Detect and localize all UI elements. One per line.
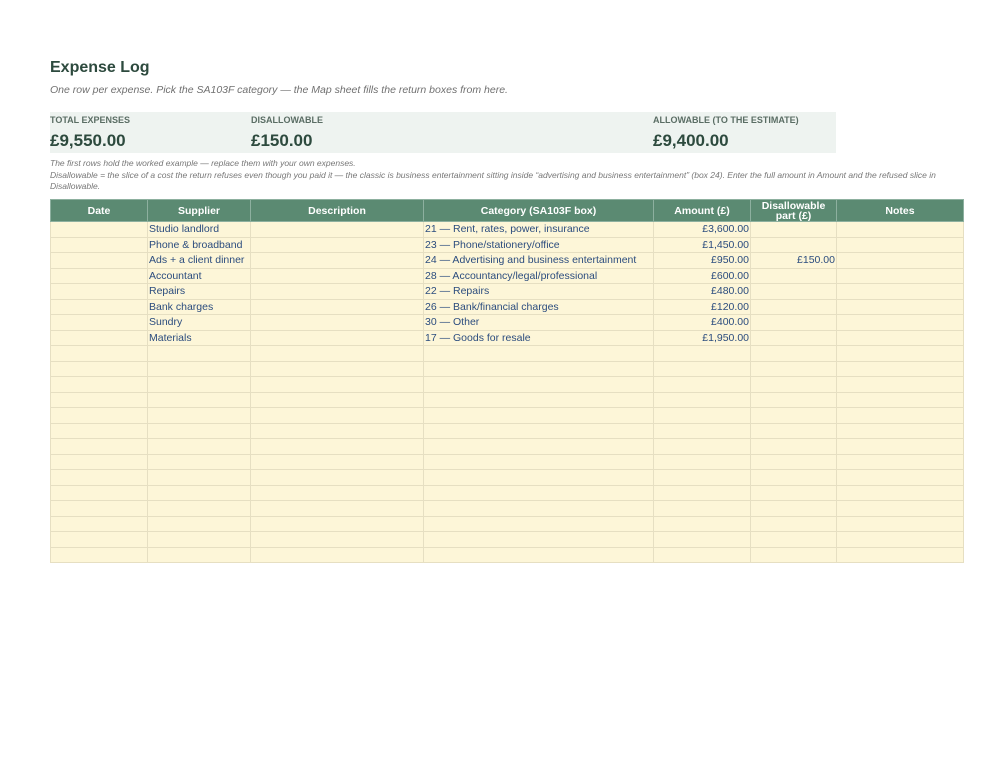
notes-cell[interactable] bbox=[837, 253, 964, 269]
table-row bbox=[51, 377, 964, 393]
supplier-cell[interactable] bbox=[148, 485, 251, 501]
notes-cell[interactable] bbox=[837, 284, 964, 300]
description-cell[interactable] bbox=[251, 470, 424, 486]
description-cell[interactable] bbox=[251, 330, 424, 346]
category-cell[interactable] bbox=[424, 392, 654, 408]
col-header-notes[interactable]: Notes bbox=[837, 200, 964, 222]
notes-cell[interactable] bbox=[837, 315, 964, 331]
amount-cell[interactable]: £950.00 bbox=[654, 253, 751, 269]
date-cell[interactable] bbox=[51, 253, 148, 269]
page-title: Expense Log bbox=[50, 59, 150, 76]
description-cell[interactable] bbox=[251, 547, 424, 563]
notes-cell[interactable] bbox=[837, 377, 964, 393]
date-cell[interactable] bbox=[51, 532, 148, 548]
supplier-cell[interactable] bbox=[148, 423, 251, 439]
amount-cell[interactable]: £600.00 bbox=[654, 268, 751, 284]
amount-cell[interactable]: £120.00 bbox=[654, 299, 751, 315]
amount-cell[interactable] bbox=[654, 439, 751, 455]
description-cell[interactable] bbox=[251, 346, 424, 362]
disallowable-cell[interactable] bbox=[751, 439, 837, 455]
supplier-cell[interactable] bbox=[148, 454, 251, 470]
date-cell[interactable] bbox=[51, 315, 148, 331]
col-header-description[interactable]: Description bbox=[251, 200, 424, 222]
category-cell[interactable]: 28 — Accountancy/legal/professional bbox=[424, 268, 654, 284]
table-row bbox=[51, 547, 964, 563]
disallowable-cell[interactable] bbox=[751, 547, 837, 563]
amount-cell[interactable] bbox=[654, 377, 751, 393]
disallowable-cell[interactable] bbox=[751, 284, 837, 300]
amount-cell[interactable] bbox=[654, 501, 751, 517]
notes-cell[interactable] bbox=[837, 346, 964, 362]
table-row bbox=[51, 299, 964, 315]
date-cell[interactable] bbox=[51, 485, 148, 501]
category-cell[interactable] bbox=[424, 470, 654, 486]
summary-band bbox=[50, 112, 836, 153]
description-cell[interactable] bbox=[251, 361, 424, 377]
description-cell[interactable] bbox=[251, 485, 424, 501]
table-row bbox=[51, 346, 964, 362]
disallowable-cell[interactable] bbox=[751, 315, 837, 331]
date-cell[interactable] bbox=[51, 470, 148, 486]
description-cell[interactable] bbox=[251, 315, 424, 331]
category-cell[interactable] bbox=[424, 361, 654, 377]
table-row bbox=[51, 253, 964, 269]
date-cell[interactable] bbox=[51, 222, 148, 238]
col-header-supplier[interactable]: Supplier bbox=[148, 200, 251, 222]
category-cell[interactable]: 24 — Advertising and business entertainment bbox=[424, 253, 654, 269]
disallowable-cell[interactable] bbox=[751, 423, 837, 439]
category-cell[interactable]: 21 — Rent, rates, power, insurance bbox=[424, 222, 654, 238]
notes-cell[interactable] bbox=[837, 299, 964, 315]
category-cell[interactable] bbox=[424, 547, 654, 563]
notes-cell[interactable] bbox=[837, 423, 964, 439]
supplier-cell[interactable] bbox=[148, 516, 251, 532]
notes-cell[interactable] bbox=[837, 470, 964, 486]
supplier-cell[interactable]: Accountant bbox=[148, 268, 251, 284]
amount-cell[interactable]: £480.00 bbox=[654, 284, 751, 300]
table-header-row bbox=[51, 200, 964, 222]
amount-cell[interactable] bbox=[654, 423, 751, 439]
disallowable-cell[interactable] bbox=[751, 222, 837, 238]
notes-cell[interactable] bbox=[837, 516, 964, 532]
date-cell[interactable] bbox=[51, 439, 148, 455]
table-row bbox=[51, 470, 964, 486]
table-row bbox=[51, 330, 964, 346]
col-header-amount[interactable]: Amount (£) bbox=[654, 200, 751, 222]
date-cell[interactable] bbox=[51, 392, 148, 408]
description-cell[interactable] bbox=[251, 284, 424, 300]
disallowable-value[interactable]: £150.00 bbox=[251, 131, 313, 150]
amount-cell[interactable] bbox=[654, 392, 751, 408]
date-cell[interactable] bbox=[51, 268, 148, 284]
disallowable-cell[interactable] bbox=[751, 237, 837, 253]
supplier-cell[interactable] bbox=[148, 547, 251, 563]
date-cell[interactable] bbox=[51, 501, 148, 517]
description-cell[interactable] bbox=[251, 299, 424, 315]
date-cell[interactable] bbox=[51, 237, 148, 253]
supplier-cell[interactable] bbox=[148, 408, 251, 424]
category-cell[interactable]: 30 — Other bbox=[424, 315, 654, 331]
category-cell[interactable]: 22 — Repairs bbox=[424, 284, 654, 300]
amount-cell[interactable] bbox=[654, 454, 751, 470]
table-row bbox=[51, 284, 964, 300]
example-note: The first rows hold the worked example — replace them with your own expenses. bbox=[50, 158, 356, 168]
disallowable-cell[interactable] bbox=[751, 532, 837, 548]
table-row bbox=[51, 439, 964, 455]
notes-cell[interactable] bbox=[837, 485, 964, 501]
supplier-cell[interactable] bbox=[148, 361, 251, 377]
category-cell[interactable] bbox=[424, 408, 654, 424]
category-cell[interactable] bbox=[424, 485, 654, 501]
table-row bbox=[51, 532, 964, 548]
category-cell[interactable] bbox=[424, 377, 654, 393]
category-cell[interactable]: 23 — Phone/stationery/office bbox=[424, 237, 654, 253]
disallowable-note: Disallowable = the slice of a cost the return refuses even though you paid it — the classic is business entertainment sitting inside “advertising and business entertainment” (box 24). Enter the full amount in Amount and the refused slice in Disallowable. bbox=[50, 170, 936, 191]
description-cell[interactable] bbox=[251, 377, 424, 393]
supplier-cell[interactable]: Studio landlord bbox=[148, 222, 251, 238]
disallowable-cell[interactable] bbox=[751, 454, 837, 470]
description-cell[interactable] bbox=[251, 222, 424, 238]
table-row bbox=[51, 361, 964, 377]
category-cell[interactable] bbox=[424, 454, 654, 470]
description-cell[interactable] bbox=[251, 392, 424, 408]
supplier-cell[interactable] bbox=[148, 532, 251, 548]
table-row bbox=[51, 501, 964, 517]
amount-cell[interactable] bbox=[654, 516, 751, 532]
table-row bbox=[51, 408, 964, 424]
description-cell[interactable] bbox=[251, 501, 424, 517]
disallowable-cell[interactable] bbox=[751, 299, 837, 315]
col-header-disallowable[interactable]: Disallowable part (£) bbox=[751, 200, 837, 222]
category-cell[interactable] bbox=[424, 346, 654, 362]
disallowable-label: DISALLOWABLE bbox=[251, 115, 323, 125]
description-cell[interactable] bbox=[251, 253, 424, 269]
notes-cell[interactable] bbox=[837, 454, 964, 470]
supplier-cell[interactable] bbox=[148, 392, 251, 408]
date-cell[interactable] bbox=[51, 361, 148, 377]
amount-cell[interactable] bbox=[654, 532, 751, 548]
notes-cell[interactable] bbox=[837, 547, 964, 563]
table-row bbox=[51, 315, 964, 331]
notes-cell[interactable] bbox=[837, 408, 964, 424]
date-cell[interactable] bbox=[51, 516, 148, 532]
supplier-cell[interactable] bbox=[148, 501, 251, 517]
disallowable-cell[interactable] bbox=[751, 377, 837, 393]
notes-cell[interactable] bbox=[837, 330, 964, 346]
disallowable-cell[interactable] bbox=[751, 268, 837, 284]
description-cell[interactable] bbox=[251, 516, 424, 532]
description-cell[interactable] bbox=[251, 454, 424, 470]
supplier-cell[interactable] bbox=[148, 439, 251, 455]
date-cell[interactable] bbox=[51, 346, 148, 362]
allowable-value[interactable]: £9,400.00 bbox=[653, 131, 729, 150]
table-row bbox=[51, 454, 964, 470]
date-cell[interactable] bbox=[51, 330, 148, 346]
disallowable-cell[interactable] bbox=[751, 392, 837, 408]
date-cell[interactable] bbox=[51, 284, 148, 300]
date-cell[interactable] bbox=[51, 377, 148, 393]
amount-cell[interactable]: £3,600.00 bbox=[654, 222, 751, 238]
disallowable-cell[interactable] bbox=[751, 361, 837, 377]
supplier-cell[interactable]: Ads + a client dinner bbox=[148, 253, 251, 269]
category-cell[interactable] bbox=[424, 423, 654, 439]
disallowable-cell[interactable] bbox=[751, 470, 837, 486]
category-cell[interactable] bbox=[424, 532, 654, 548]
supplier-cell[interactable] bbox=[148, 346, 251, 362]
amount-cell[interactable] bbox=[654, 547, 751, 563]
description-cell[interactable] bbox=[251, 423, 424, 439]
total-expenses-value[interactable]: £9,550.00 bbox=[50, 131, 126, 150]
supplier-cell[interactable]: Repairs bbox=[148, 284, 251, 300]
notes-cell[interactable] bbox=[837, 237, 964, 253]
description-cell[interactable] bbox=[251, 439, 424, 455]
category-cell[interactable] bbox=[424, 439, 654, 455]
notes-cell[interactable] bbox=[837, 392, 964, 408]
description-cell[interactable] bbox=[251, 268, 424, 284]
date-cell[interactable] bbox=[51, 547, 148, 563]
disallowable-cell[interactable] bbox=[751, 501, 837, 517]
category-cell[interactable]: 17 — Goods for resale bbox=[424, 330, 654, 346]
amount-cell[interactable] bbox=[654, 361, 751, 377]
table-row bbox=[51, 268, 964, 284]
category-cell[interactable] bbox=[424, 501, 654, 517]
supplier-cell[interactable]: Bank charges bbox=[148, 299, 251, 315]
amount-cell[interactable] bbox=[654, 408, 751, 424]
amount-cell[interactable]: £1,950.00 bbox=[654, 330, 751, 346]
disallowable-cell[interactable] bbox=[751, 346, 837, 362]
description-cell[interactable] bbox=[251, 532, 424, 548]
disallowable-cell[interactable]: £150.00 bbox=[751, 253, 837, 269]
category-cell[interactable]: 26 — Bank/financial charges bbox=[424, 299, 654, 315]
description-cell[interactable] bbox=[251, 237, 424, 253]
amount-cell[interactable]: £400.00 bbox=[654, 315, 751, 331]
table-row bbox=[51, 222, 964, 238]
table-row bbox=[51, 516, 964, 532]
supplier-cell[interactable] bbox=[148, 470, 251, 486]
date-cell[interactable] bbox=[51, 408, 148, 424]
table-row bbox=[51, 237, 964, 253]
expense-table bbox=[50, 199, 964, 563]
notes-cell[interactable] bbox=[837, 268, 964, 284]
date-cell[interactable] bbox=[51, 454, 148, 470]
disallowable-cell[interactable] bbox=[751, 485, 837, 501]
col-header-date[interactable]: Date bbox=[51, 200, 148, 222]
col-header-category[interactable]: Category (SA103F box) bbox=[424, 200, 654, 222]
amount-cell[interactable] bbox=[654, 346, 751, 362]
table-row bbox=[51, 392, 964, 408]
notes-cell[interactable] bbox=[837, 501, 964, 517]
page-subtitle: One row per expense. Pick the SA103F category — the Map sheet fills the return boxes from here. bbox=[50, 84, 508, 96]
category-cell[interactable] bbox=[424, 516, 654, 532]
date-cell[interactable] bbox=[51, 299, 148, 315]
table-row bbox=[51, 485, 964, 501]
total-expenses-label: TOTAL EXPENSES bbox=[50, 115, 131, 125]
amount-cell[interactable] bbox=[654, 470, 751, 486]
disallowable-cell[interactable] bbox=[751, 330, 837, 346]
table-row bbox=[51, 423, 964, 439]
supplier-cell[interactable] bbox=[148, 377, 251, 393]
supplier-cell[interactable]: Sundry bbox=[148, 315, 251, 331]
supplier-cell[interactable]: Phone & broadband bbox=[148, 237, 251, 253]
date-cell[interactable] bbox=[51, 423, 148, 439]
notes-cell[interactable] bbox=[837, 439, 964, 455]
notes-cell[interactable] bbox=[837, 222, 964, 238]
amount-cell[interactable]: £1,450.00 bbox=[654, 237, 751, 253]
description-cell[interactable] bbox=[251, 408, 424, 424]
notes-cell[interactable] bbox=[837, 532, 964, 548]
disallowable-cell[interactable] bbox=[751, 516, 837, 532]
amount-cell[interactable] bbox=[654, 485, 751, 501]
notes-cell[interactable] bbox=[837, 361, 964, 377]
disallowable-cell[interactable] bbox=[751, 408, 837, 424]
supplier-cell[interactable]: Materials bbox=[148, 330, 251, 346]
allowable-label: ALLOWABLE (TO THE ESTIMATE) bbox=[653, 115, 799, 125]
